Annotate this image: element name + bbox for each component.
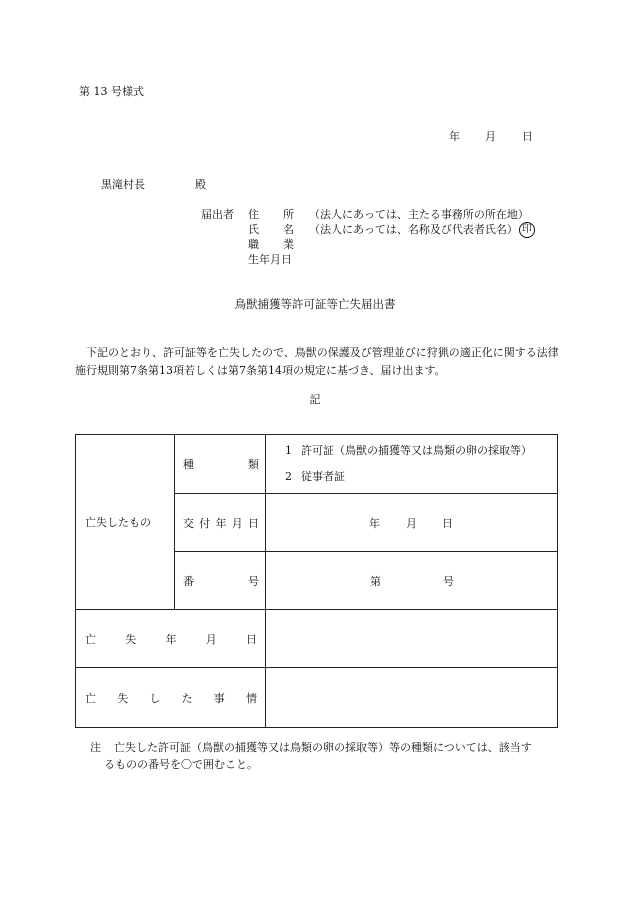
body-paragraph: 下記のとおり、許可証等を亡失したので、鳥獣の保護及び管理並びに狩猟の適正化に関する法律施行規則第7条第13項若しくは第7条第14項の規定に基づき、届け出ます。 (75, 346, 559, 377)
loss-circumstance-row (76, 668, 558, 728)
document-title: 鳥獣捕獲等許可証等亡失届出書 (234, 297, 396, 311)
form-number: 第 13 号様式 (79, 85, 144, 98)
kind-row (76, 435, 558, 494)
loss-date-value (266, 610, 558, 668)
loss-date-row (76, 610, 558, 668)
filer-label: 届出者 (201, 208, 234, 221)
address-note: （法人にあっては、主たる事務所の所在地） (309, 208, 529, 221)
loss-date-label: 亡 失 年 月 日 (76, 610, 266, 668)
name-label: 氏 名 (248, 223, 294, 236)
issue-date-label: 交 付 年 月 日 (175, 494, 266, 552)
birthdate-label: 生年月日 (248, 253, 292, 266)
occupation-label: 職 業 (248, 238, 294, 251)
date-day-label: 日 (522, 130, 533, 143)
footnote-line-2: るものの番号を〇で囲むこと。 (104, 758, 258, 771)
kind-option: 2 従事者証 (285, 470, 345, 483)
body-text (75, 344, 560, 380)
loss-circumstance-value (266, 668, 558, 728)
kind-label: 種 類 (175, 435, 266, 494)
kind-option: 1 許可証（鳥獣の捕獲等又は鳥類の卵の採取等） (285, 444, 532, 457)
addressee (101, 176, 206, 192)
footnote-line-1: 注 亡失した許可証（鳥獣の捕獲等又は鳥類の卵の採取等）等の種類については、該当す (90, 741, 532, 754)
seal-mark: 印 (519, 222, 535, 238)
addressee-name: 黒滝村長 (101, 178, 145, 191)
lost-item-label: 亡失したもの (76, 435, 175, 610)
addressee-honorific: 殿 (195, 178, 206, 191)
loss-circumstance-label: 亡 失 し た 事 情 (76, 668, 266, 728)
date-year-label: 年 (449, 130, 460, 143)
name-note: （法人にあっては、名称及び代表者氏名） 印 (309, 221, 535, 238)
date-month-label: 月 (485, 130, 496, 143)
address-label: 住 所 (248, 208, 294, 221)
lost-items-table (75, 434, 558, 728)
footnote (90, 739, 532, 773)
number-value: 第 号 (266, 552, 558, 610)
ki-heading: 記 (309, 393, 321, 406)
kind-options (266, 435, 558, 494)
footnote-head: 注 (90, 741, 101, 754)
issue-date-value: 年 月 日 (266, 494, 558, 552)
number-label: 番 号 (175, 552, 266, 610)
